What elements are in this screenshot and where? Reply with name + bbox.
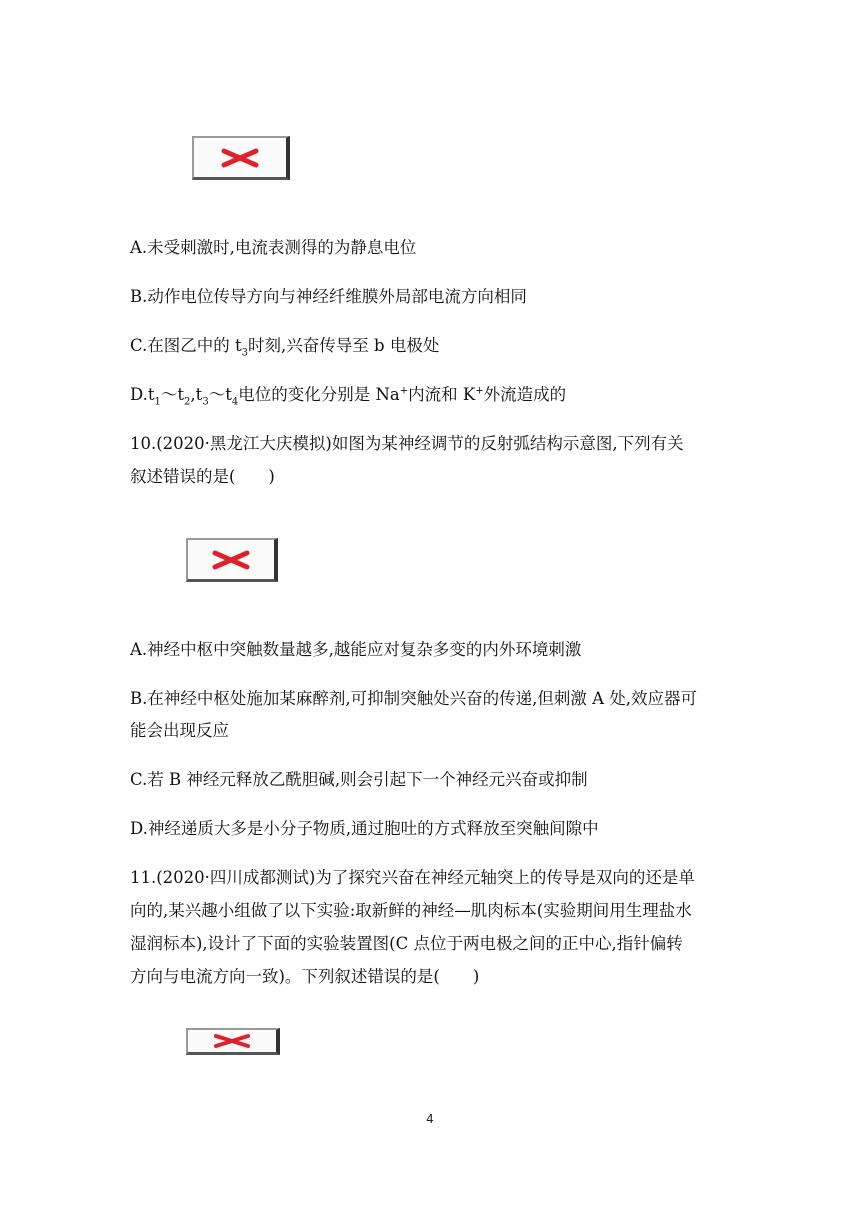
subscript: 2	[184, 396, 191, 408]
q11-stem-line-1: 11.(2020·四川成都测试)为了探究兴奋在神经元轴突上的传导是双向的还是单	[130, 868, 695, 887]
subscript: 4	[231, 396, 239, 408]
q11-stem-line-2: 向的,某兴趣小组做了以下实验:取新鲜的神经—肌肉标本(实验期间用生理盐水	[130, 901, 692, 920]
broken-image-placeholder	[186, 1028, 280, 1055]
q9-option-d-text: 内流和 K	[408, 385, 476, 404]
q9-option-d-text: ～t	[208, 385, 232, 404]
q10-option-b-line-2: 能会出现反应	[130, 721, 229, 740]
q9-option-d-text: ,t	[190, 385, 203, 404]
q10-option-a: A.神经中枢中突触数量越多,越能应对复杂多变的内外环境刺激	[130, 640, 582, 659]
q9-option-d	[130, 385, 567, 408]
q10-option-d: D.神经递质大多是小分子物质,通过胞吐的方式释放至突触间隙中	[130, 819, 599, 838]
q11-stem-line-3: 湿润标本),设计了下面的实验装置图(C 点位于两电极之间的正中心,指针偏转	[130, 934, 683, 953]
q9-option-c-text: C.在图乙中的 t	[130, 336, 242, 355]
q9-option-d-text: 电位的变化分别是 Na	[238, 385, 400, 404]
page-number: 4	[426, 1112, 434, 1126]
q9-option-b: B.动作电位传导方向与神经纤维膜外局部电流方向相同	[130, 287, 527, 306]
subscript: 3	[241, 347, 249, 359]
superscript: +	[399, 385, 409, 397]
q10-option-b-line-1: B.在神经中枢处施加某麻醉剂,可抑制突触处兴奋的传递,但刺激 A 处,效应器可	[130, 689, 698, 708]
q9-option-d-text: D.t	[130, 385, 155, 404]
q9-option-c	[130, 336, 440, 359]
q9-option-c-text-2: 时刻,兴奋传导至 b 电极处	[248, 336, 440, 355]
superscript: +	[475, 385, 484, 397]
q10-option-c: C.若 B 神经元释放乙酰胆碱,则会引起下一个神经元兴奋或抑制	[130, 770, 588, 789]
broken-image-icon	[220, 148, 260, 168]
broken-image-icon	[211, 550, 251, 570]
q9-option-a: A.未受刺激时,电流表测得的为静息电位	[130, 238, 417, 257]
q11-stem-line-4: 方向与电流方向一致)。下列叙述错误的是( )	[130, 967, 480, 986]
subscript: 3	[202, 396, 209, 408]
q9-option-d-text: ～t	[160, 385, 185, 404]
broken-image-placeholder	[192, 136, 290, 180]
broken-image-icon	[212, 1034, 252, 1048]
q10-stem-line-2: 叙述错误的是( )	[130, 467, 275, 486]
q10-stem-line-1: 10.(2020·黑龙江大庆模拟)如图为某神经调节的反射弧结构示意图,下列有关	[130, 434, 684, 453]
broken-image-placeholder	[186, 538, 278, 582]
subscript: 1	[154, 396, 161, 408]
q9-option-d-text: 外流造成的	[483, 385, 567, 404]
